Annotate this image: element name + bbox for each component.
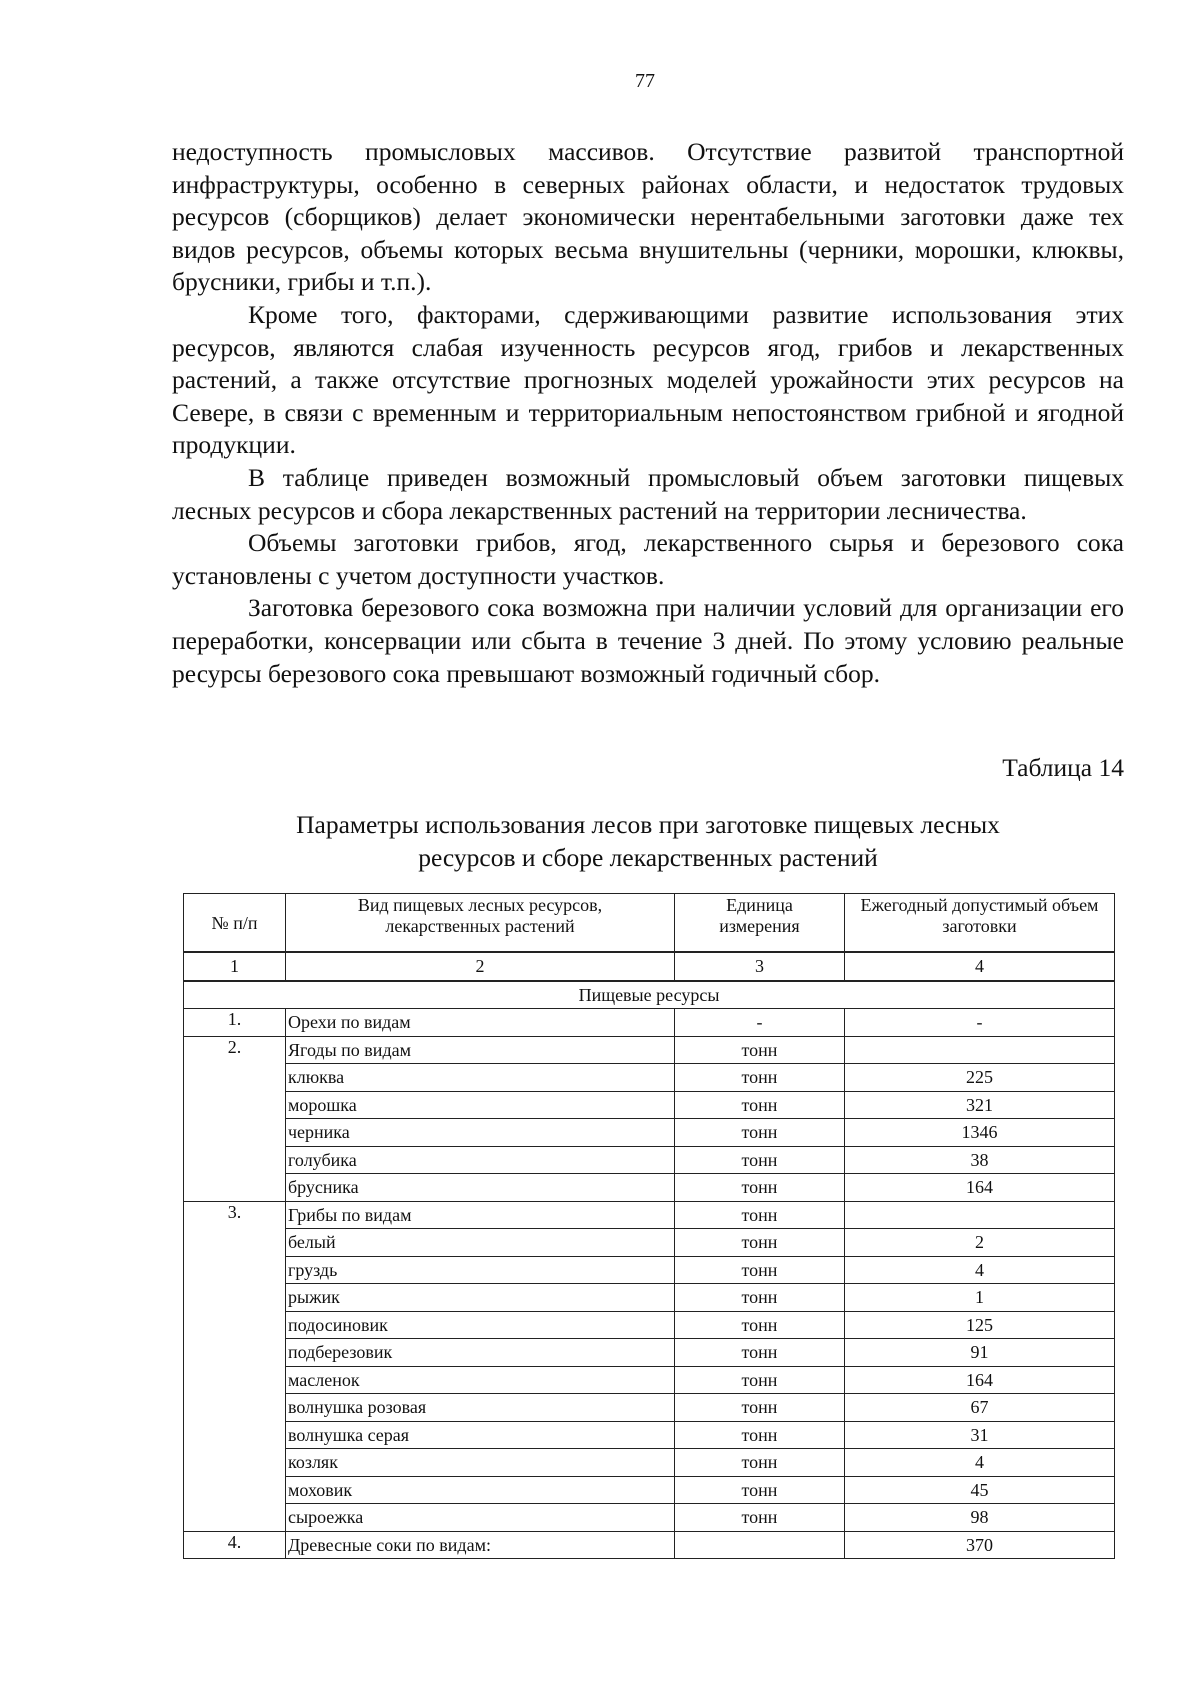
resource-name: козляк [286,1449,675,1477]
table-header-row [184,894,1115,953]
table-row [184,1201,1115,1229]
table-row [184,1449,1115,1477]
resources-table [183,893,1115,1559]
header-type-line: Вид пищевых лесных ресурсов, [357,895,603,915]
resource-volume: 321 [845,1091,1115,1119]
resource-unit: тонн [675,1119,845,1147]
resource-name: груздь [286,1256,675,1284]
table-row [184,1504,1115,1532]
table-row [184,1036,1115,1064]
resource-unit: тонн [675,1339,845,1367]
table-row [184,1174,1115,1202]
resource-unit: тонн [675,1064,845,1092]
resource-unit: тонн [675,1394,845,1422]
resource-name: Грибы по видам [286,1201,675,1229]
table-row [184,1091,1115,1119]
table-row [184,1284,1115,1312]
table-row [184,1476,1115,1504]
resource-name: Древесные соки по видам: [286,1531,675,1559]
resource-unit: тонн [675,1091,845,1119]
resource-unit: тонн [675,1449,845,1477]
row-number: 4. [184,1531,286,1559]
resource-volume: 31 [845,1421,1115,1449]
paragraph: В таблице приведен возможный промысловый объем заготовки пищевых лесных ресурсов и сбора лекарственных растений на территории лесничества. [172,462,1124,525]
resource-unit: тонн [675,1476,845,1504]
resource-volume: 4 [845,1449,1115,1477]
resource-volume [845,1201,1115,1229]
resource-name: клюква [286,1064,675,1092]
row-number: 1. [184,1009,286,1037]
resource-unit [675,1531,845,1559]
column-number: 2 [286,952,675,981]
resource-unit: тонн [675,1036,845,1064]
section-row [184,981,1115,1009]
table-row [184,1421,1115,1449]
resource-unit: тонн [675,1201,845,1229]
resource-name: волнушка серая [286,1421,675,1449]
paragraph: Объемы заготовки грибов, ягод, лекарственного сырья и березового сока установлены с учетом доступности участков. [172,528,1124,590]
resource-volume: 164 [845,1174,1115,1202]
resource-name: Орехи по видам [286,1009,675,1037]
resource-volume: 370 [845,1531,1115,1559]
table-row [184,1009,1115,1037]
resource-unit: тонн [675,1366,845,1394]
resource-name: сыроежка [286,1504,675,1532]
table-title [172,808,1124,874]
paragraph: недоступность промысловых массивов. Отсутствие развитой транспортной инфраструктуры, особенно в северных районах области, и недостаток трудовых ресурсов (сборщиков) делает экономически нерентабельными заготовки даже тех видов ресурсов, объемы которых весьма внушительны (черники, морошки, клюквы, брусники, грибы и т.п.). [172,137,1124,297]
resource-volume: 125 [845,1311,1115,1339]
table-row [184,1531,1115,1559]
resource-volume: 225 [845,1064,1115,1092]
paragraph: Кроме того, факторами, сдерживающими развитие использования этих ресурсов, являются слабая изученность ресурсов ягод, грибов и лекарственных растений, а также отсутствие прогнозных моделей урожайности этих ресурсов на Севере, в связи с временным и территориальным непостоянством грибной и ягодной продукции. [172,299,1124,460]
resource-name: рыжик [286,1284,675,1312]
table-row [184,1256,1115,1284]
resource-name: белый [286,1229,675,1257]
resource-name: волнушка розовая [286,1394,675,1422]
resource-volume: 38 [845,1146,1115,1174]
row-number: 3. [184,1201,286,1531]
row-number: 2. [184,1036,286,1201]
table-row [184,1146,1115,1174]
resource-volume: 1 [845,1284,1115,1312]
column-number: 1 [184,952,286,981]
table-row [184,1229,1115,1257]
resource-name: морошка [286,1091,675,1119]
resource-name: голубика [286,1146,675,1174]
header-unit-line: Единица [726,895,793,915]
column-number: 3 [675,952,845,981]
resource-volume [845,1036,1115,1064]
resource-volume: 2 [845,1229,1115,1257]
resource-name: масленок [286,1366,675,1394]
header-unit [675,894,845,953]
section-title: Пищевые ресурсы [184,981,1115,1009]
table-row [184,1394,1115,1422]
header-type [286,894,675,953]
header-num: № п/п [184,894,286,953]
resource-volume: 4 [845,1256,1115,1284]
resource-unit: - [675,1009,845,1037]
header-volume [845,894,1115,953]
resource-unit: тонн [675,1311,845,1339]
page-number: 77 [635,70,655,92]
header-type-line: лекарственных растений [385,916,575,936]
table-row [184,1339,1115,1367]
table-row [184,1366,1115,1394]
table-title-line: Параметры использования лесов при заготовке пищевых лесных [296,810,1000,839]
resource-name: подосиновик [286,1311,675,1339]
table-row [184,1119,1115,1147]
header-volume-line: заготовки [942,916,1017,936]
table-title-line: ресурсов и сборе лекарственных растений [418,843,878,872]
table-row [184,1311,1115,1339]
resource-unit: тонн [675,1229,845,1257]
body-text [172,136,1124,690]
column-number-row [184,952,1115,981]
resource-unit: тонн [675,1174,845,1202]
resource-name: брусника [286,1174,675,1202]
table-row [184,1064,1115,1092]
resource-unit: тонн [675,1256,845,1284]
resource-volume: 164 [845,1366,1115,1394]
column-number: 4 [845,952,1115,981]
paragraph: Заготовка березового сока возможна при наличии условий для организации его переработки, консервации или сбыта в течение 3 дней. По этому условию реальные ресурсы березового сока превышают возможный годичный сбор. [172,593,1124,688]
resource-unit: тонн [675,1421,845,1449]
resource-volume: - [845,1009,1115,1037]
resource-name: черника [286,1119,675,1147]
table-label: Таблица 14 [1002,753,1124,782]
resource-unit: тонн [675,1504,845,1532]
header-unit-line: измерения [719,916,800,936]
resource-unit: тонн [675,1284,845,1312]
resource-name: Ягоды по видам [286,1036,675,1064]
resource-volume: 45 [845,1476,1115,1504]
resource-name: моховик [286,1476,675,1504]
header-volume-line: Ежегодный допустимый объем [860,895,1099,915]
resource-unit: тонн [675,1146,845,1174]
resource-volume: 1346 [845,1119,1115,1147]
resource-volume: 91 [845,1339,1115,1367]
resource-volume: 67 [845,1394,1115,1422]
resource-name: подберезовик [286,1339,675,1367]
resource-volume: 98 [845,1504,1115,1532]
